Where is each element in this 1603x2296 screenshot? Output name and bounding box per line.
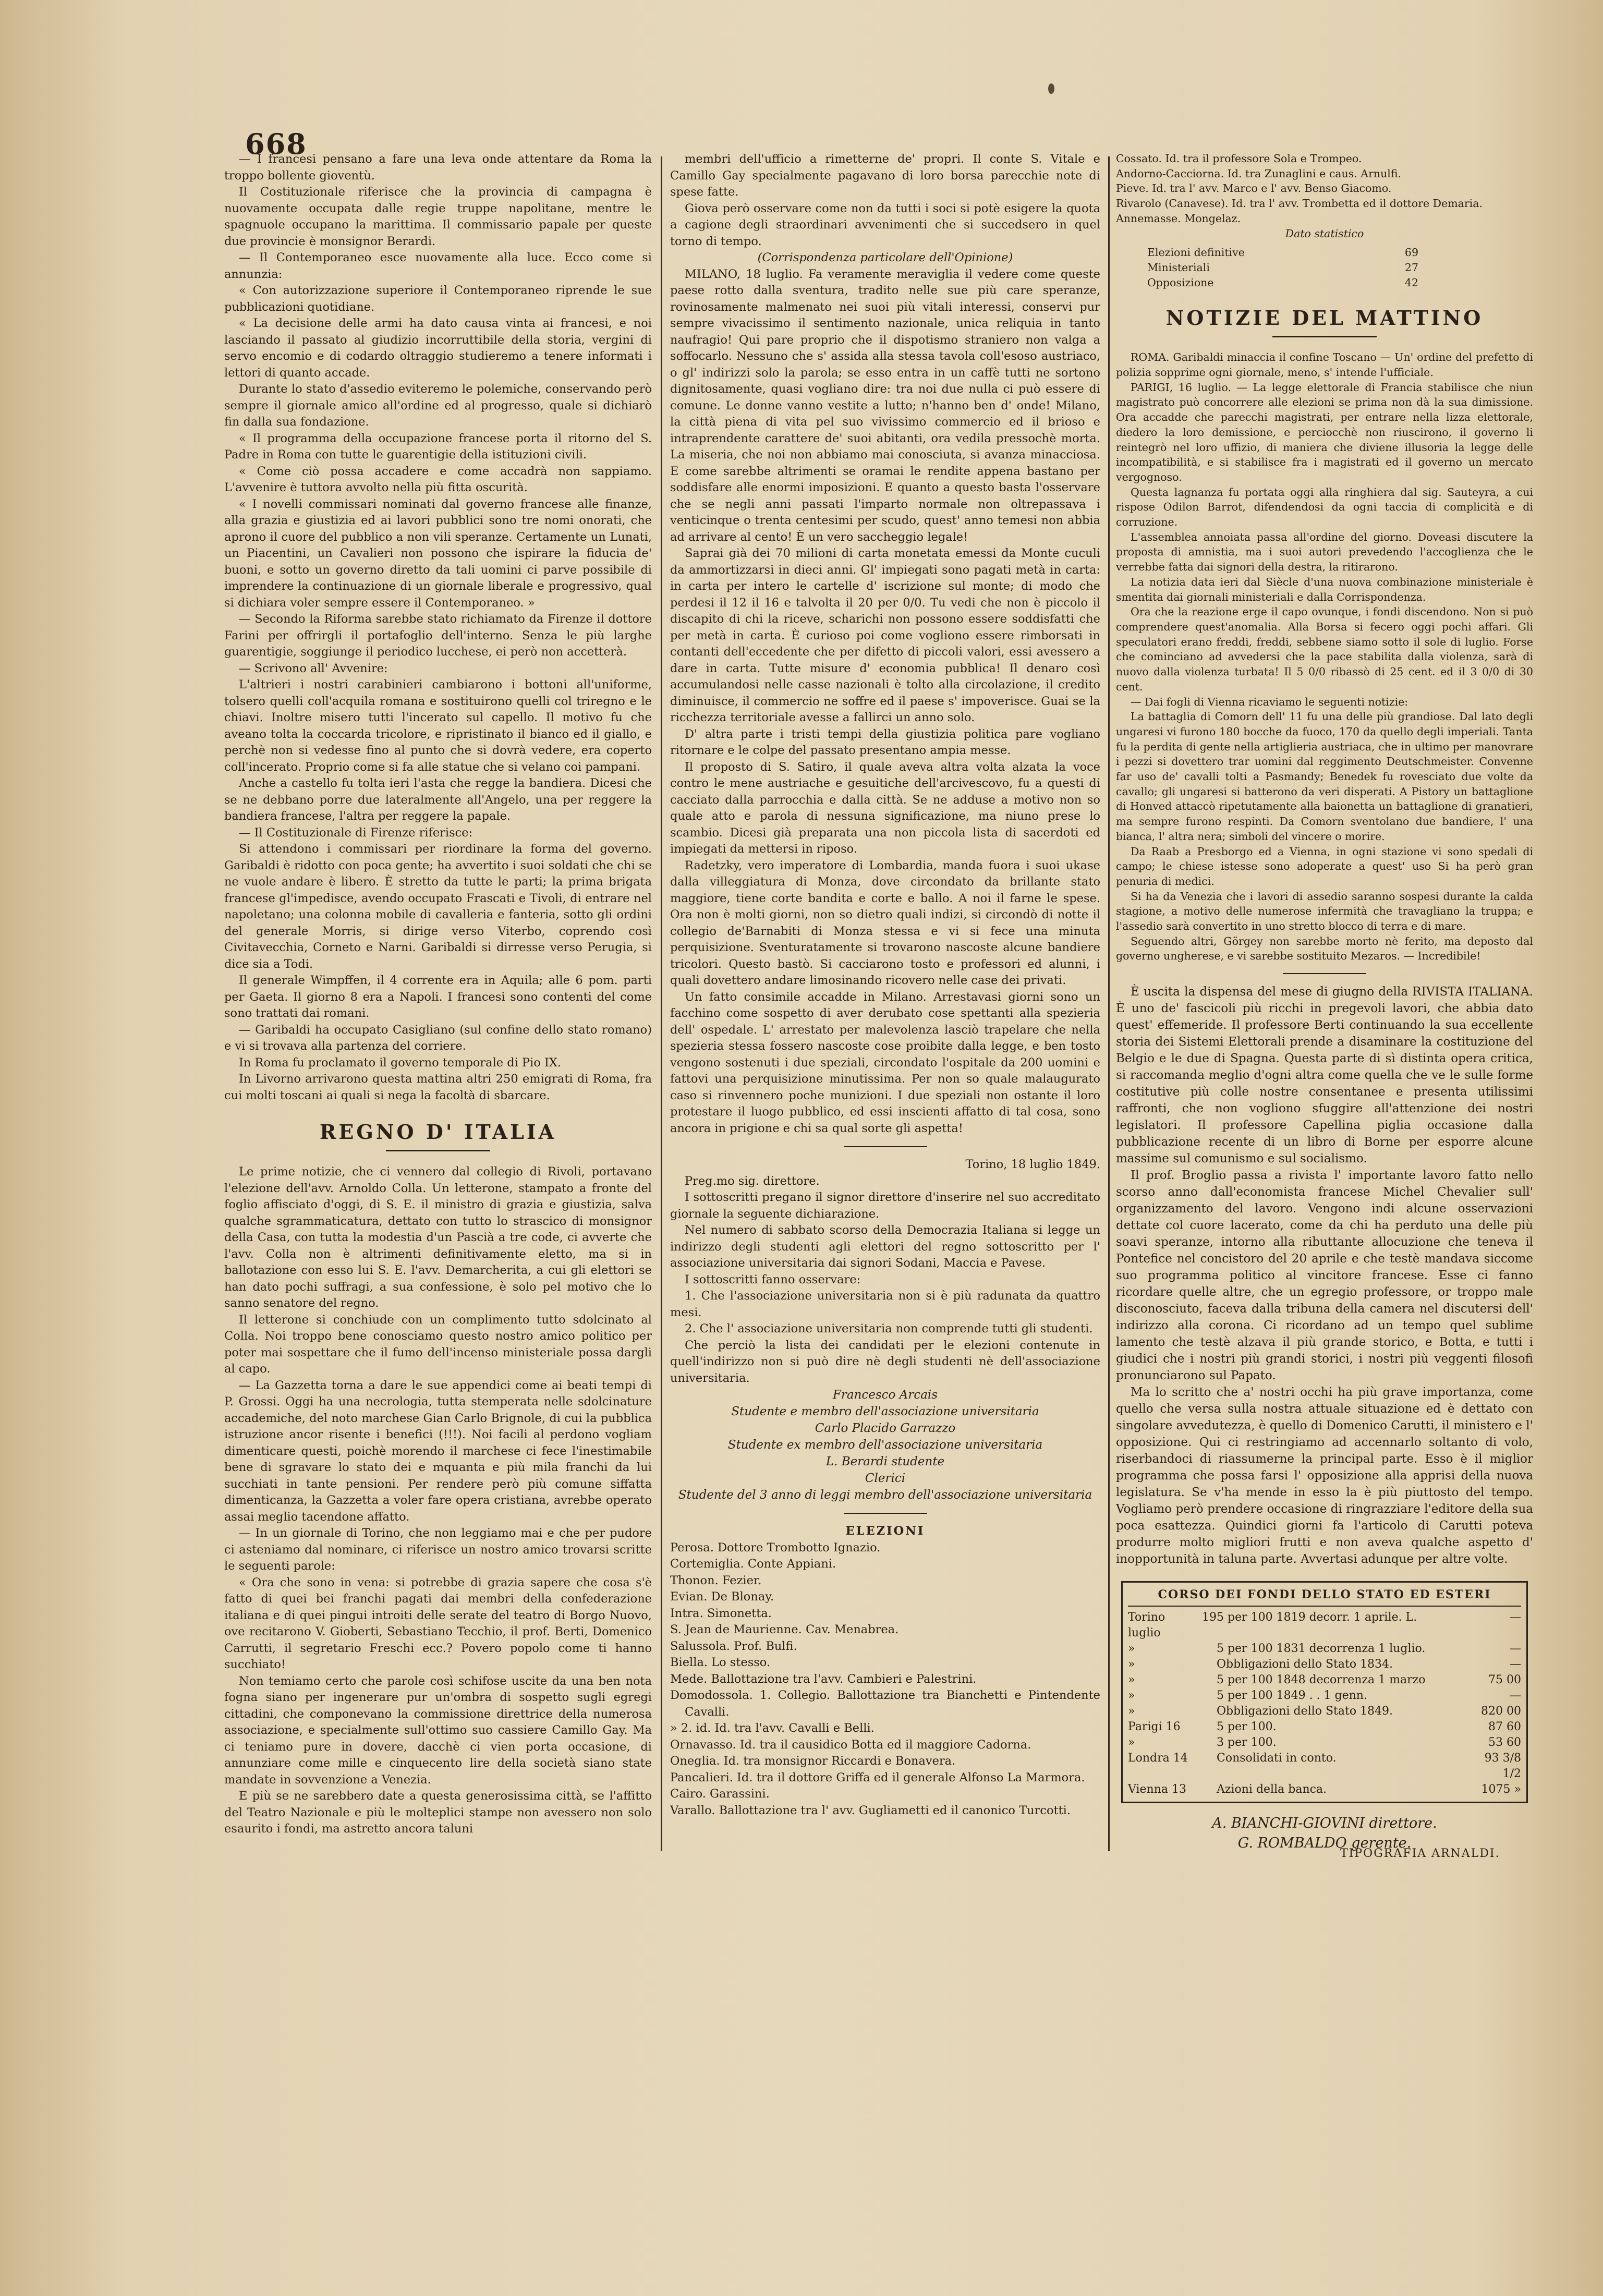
fondi-place: » — [1128, 1736, 1135, 1750]
fondi-row — [1128, 1641, 1521, 1657]
rivista-paragraph: È uscita la dispensa del mese di giugno della RIVISTA ITALIANA. È uno de' fascicoli più ricchi in pregevoli lavori, che abbia dato quest' effemeride. Il professore Berti continuando la sua eccellente storia dei Sistemi Elettorali prende a disaminare la costituzione del Belgio e le due di Spagna. Questa parte di sì distinta opera critica, si raccomanda meglio d'ogni altra come quella che ve le sulle forme costitutive più colle nostre consentanee e presenta utilissimi raffronti, che non vogliono sfuggire all'attenzione dei nostri legislatori. Il professore Capellina piglia occasione dalla pubblicazione recente di un libro di Borne per esporre alcune massime sul comunismo e sul socialismo. — [1116, 985, 1533, 1166]
col1-regno-articles — [224, 1164, 652, 1838]
fondi-desc: Obbligazioni dello Stato 1834. — [1217, 1658, 1393, 1671]
elezioni-list — [670, 1540, 1100, 1819]
col2-milano-letter — [670, 266, 1100, 1137]
signature-line: Francesco Arcais — [832, 1388, 938, 1402]
fondi-desc: Obbligazioni dello Stato 1849. — [1217, 1705, 1393, 1718]
fondi-place: Torino 19 luglio — [1128, 1611, 1217, 1640]
column-rule-1 — [661, 156, 662, 1851]
article-paragraph: Anche a castello fu tolta ieri l'asta che regge la bandiera. Dicesi che se ne debbano porre due lateralmente all'Angelo, una per reggere la bandiera francese, l'altra per reggere la papale. — [224, 776, 652, 823]
fondi-desc: 3 per 100. — [1217, 1736, 1277, 1750]
fondi-row — [1128, 1672, 1521, 1688]
election-entry: Evian. De Blonay. — [670, 1590, 774, 1603]
stat-value: 42 — [1404, 276, 1418, 289]
election-entry: Thonon. Fezier. — [670, 1573, 762, 1587]
letter-paragraph: 1. Che l'associazione universitaria non si è più radunata da quattro mesi. — [670, 1289, 1100, 1319]
article-paragraph: — I francesi pensano a fare una leva onde attentare da Roma la troppo bollente gioventù. — [224, 152, 652, 183]
section-title-text: REGNO D' ITALIA — [319, 1120, 557, 1144]
news-paragraph: PARIGI, 16 luglio. — La legge elettorale di Francia stabilisce che niun magistrato può concorrere alle elezioni se prima non dà la sua dimissione. Ora accadde che parecchi magistrati, per entrare nella lizza elettorale, diedero la loro demissione, e perciocchè non riuscirono, il governo li reintegrò nel loro uffizio, di maniera che diviene illusoria la legge delle incompatibilità, e si stabilisce fra i magistrati ed il governo un mercato vergognoso. — [1116, 381, 1533, 483]
news-paragraph: Questa lagnanza fu portata oggi alla ringhiera dal sig. Sauteyra, a cui rispose Odilon Barrot, difendendosi da ogni taccia di complicità e di corruzione. — [1116, 485, 1533, 529]
article-paragraph: In Livorno arrivarono questa mattina altri 250 emigrati di Roma, fra cui molti toscani ai quali si nega la facoltà di sbarcare. — [224, 1072, 652, 1102]
article-paragraph: « La decisione delle armi ha dato causa vinta ai francesi, e noi lasciando il passato al giudizio incorruttibile della storia, vergini di servo encomio e di codardo oltraggio studieremo a tenere informati i lettori di quanto accade. — [224, 317, 652, 380]
election-entry: Pancalieri. Id. tra il dottore Griffa ed il generale Alfonso La Marmora. — [670, 1770, 1085, 1784]
elezioni-continued — [1116, 151, 1533, 226]
election-entry: Annemasse. Mongelaz. — [1116, 212, 1241, 225]
news-paragraph: ROMA. Garibaldi minaccia il confine Toscano — Un' ordine del prefetto di polizia sopprime ogni giornale, meno, s' intende l'ufficiale. — [1116, 351, 1533, 379]
article-paragraph: « Il programma della occupazione francese porta il ritorno del S. Padre in Roma con tutte le guarentigie della istituzioni civili. — [224, 431, 652, 461]
stat-label: Opposizione — [1147, 276, 1214, 289]
article-paragraph: Durante lo stato d'assedio eviteremo le polemiche, conservando però sempre il giornale amico all'ordine ed al progresso, quale si dichiarò fin dalla sua fondazione. — [224, 382, 652, 429]
stat-row — [1147, 245, 1418, 260]
fondi-val: — — [1510, 1611, 1521, 1624]
article-paragraph: « Ora che sono in vena: si potrebbe di grazia sapere che cosa s'è fatto di quei bei franchi pagati dai membri della confederazione italiana e di quei pingui introiti delle serate del teatro di Borgo Nuovo, ove recitarono V. Gioberti, Sebastiano Tecchio, il prof. Berti, Domenico Carrutti, il segretario Freschi ecc.? Povero popolo come ti hanno succhiato! — [224, 1575, 652, 1671]
article-paragraph: Il proposto di S. Satiro, il quale aveva altra volta alzata la voce contro le mene austriache e gesuitiche dell'arcivescovo, fu a questi di cacciato dalla parrocchia e dalla città. Se ne adduse a motivo non so quale atto e parola di nessuna significazione, ma niuno prese lo scambio. Dicesi già preparata una non piccola lista di sacerdoti ed impiegati da mettersi in riposo. — [670, 760, 1100, 856]
stat-title: Dato statistico — [1285, 227, 1364, 240]
article-paragraph: Le prime notizie, che ci vennero dal collegio di Rivoli, portavano l'elezione dell'avv. Arnoldo Colla. Un letterone, stampato a fronte del foglio affisciato d'oggi, di S. E. il ministro di grazia e giustizia, salva qualche sgrammaticatura, dettato con tutto lo strascico di monsignor della Casa, con tutta la modestia d'un Pascià a tre code, ci avverte che l'avv. Colla non è altrimenti definitivamente eletto, ma si in ballotazione con esso lui S. E. l'avv. Demarcherita, a cui gli elettori se han dato pochi suffragi, a sua confessione, è solo pel motivo che lo sanno senatore del regno. — [224, 1165, 652, 1310]
signature-line: Studente e membro dell'associazione universitaria — [731, 1405, 1039, 1418]
election-entry: Oneglia. Id. tra monsignor Riccardi e Bonavera. — [670, 1754, 956, 1768]
election-entry: Andorno-Cacciorna. Id. tra Zunaglini e caus. Arnulfi. — [1116, 167, 1402, 180]
column-3 — [1116, 151, 1533, 1872]
letter-paragraph: Che perciò la lista dei candidati per le elezioni contenute in quell'indirizzo non si può dire nè degli studenti nè dell'associazione universitaria. — [670, 1338, 1100, 1385]
fondi-title: CORSO DEI FONDI DELLO STATO ED ESTERI — [1128, 1587, 1521, 1607]
signature-line: Studente ex membro dell'associazione universitaria — [727, 1438, 1043, 1452]
election-entry: S. Jean de Maurienne. Cav. Menabrea. — [670, 1623, 899, 1636]
section-rule — [1272, 336, 1377, 337]
fondi-val: 93 3/8 1/2 — [1484, 1752, 1521, 1781]
election-entry: » 2. id. Id. tra l'avv. Cavalli e Belli. — [670, 1721, 875, 1735]
elezioni-title: ELEZIONI — [845, 1524, 925, 1538]
election-entry: Salussola. Prof. Bulfi. — [670, 1639, 797, 1653]
fondi-place: Vienna 13 — [1128, 1783, 1186, 1796]
article-paragraph: — Garibaldi ha occupato Casigliano (sul confine dello stato romano) e vi si trovava alla partenza del corriere. — [224, 1023, 652, 1053]
article-paragraph: membri dell'ufficio a rimetterne de' propri. Il conte S. Vitale e Camillo Gay specialmente pagavano di loro borsa parecchie note di spese fatte. — [670, 152, 1100, 199]
fondi-val: 75 00 — [1488, 1673, 1521, 1687]
fondi-row — [1128, 1719, 1521, 1735]
paper-hole — [1048, 83, 1054, 94]
letter-paragraph: I sottoscritti fanno osservare: — [685, 1272, 861, 1286]
fondi-row — [1128, 1751, 1521, 1782]
fondi-desc: 5 per 100 1849 . . 1 genn. — [1217, 1689, 1367, 1703]
letter-paragraph: Preg.mo sig. direttore. — [685, 1174, 820, 1188]
fondi-val: — — [1510, 1642, 1521, 1656]
col1-articles — [224, 151, 652, 1104]
fondi-rows — [1128, 1610, 1521, 1797]
fondi-row — [1128, 1735, 1521, 1751]
fondi-row — [1128, 1782, 1521, 1797]
article-paragraph: MILANO, 18 luglio. Fa veramente meraviglia il vedere come queste paese rotto dalla sventura, tradito nelle sue più care speranze, rovinosamente malmenato nei suoi più vitali interessi, conservi pur sempre vivacissimo il sentimento nazionale, unica reliquia in tanto naufragio! Qui pare proprio che il dispotismo straniero non valga a soffocarlo. Nessuno che s' assida alla stessa tavola coll'esoso austriaco, o gl' indirizzi solo la parola; se esso entra in un caffè tutti ne sortono dignitosamente, quasi vogliano dire: tra noi due nulla ci può essere di comune. Le donne vanno vestite a lutto; n'hanno ben d' onde! Milano, la città piena di vita pel suo vivissimo commercio ed il brioso e intraprendente carattere de' suoi abitanti, ora vedila pressochè morta. La miseria, che noi non abbiamo mai conosciuta, si avanza minacciosa. E come sarebbe altrimenti se oramai le rendite appena bastano per soddisfare alle enormi imposizioni. E quanto a questo basta l'osservare che se negli anni passati l'imparto normale non oltrepassava i venticinque o trenta centesimi per scudo, quest' anno temesi non abbia ad arrivare al cento! È un vero saccheggio legale! — [670, 267, 1100, 544]
news-paragraph: Seguendo altri, Görgey non sarebbe morto nè ferito, ma deposto dal governo ungherese, e vi sarebbe sostituito Mezaros. — Incredibile! — [1116, 934, 1533, 963]
election-entry: Cortemiglia. Conte Appiani. — [670, 1557, 836, 1571]
election-entry: Cairo. Garassini. — [670, 1787, 770, 1801]
article-paragraph: Si attendono i commissari per riordinare la forma del governo. Garibaldi è ridotto con poca gente; ha avvertito i suoi soldati che chi se ne vuole andare è libero. È stretto da tutte le parti; la prima brigata francese gl'impedisce, avendo occupato Frascati e Tivoli, di entrare nel napoletano; una colonna mobile di cavalleria e fanteria, sotto gli ordini del generale Morris, si dirige verso Viterbo, coprendo così Civitavecchia, Corneto e Narni. Garibaldi si dirresse verso Perugia, si dice sia a Todi. — [224, 842, 652, 971]
election-entry: Intra. Simonetta. — [670, 1606, 772, 1620]
director-line: A. BIANCHI-GIOVINI direttore. — [1212, 1815, 1437, 1832]
article-paragraph: Il letterone si conchiude con un complimento tutto sdolcinato al Colla. Noi troppo bene conosciamo questo nostro amico politico per poter mai sospettare che il fumo dell'incenso ministeriale possa dargli al capo. — [224, 1313, 652, 1376]
article-paragraph: — Il Contemporaneo esce nuovamente alla luce. Ecco come si annunzia: — [224, 251, 652, 281]
article-paragraph: Il Costituzionale riferisce che la provincia di campagna è nuovamente occupata dalle regie truppe napolitane, mentre le spagnuole occupano la marittima. Il commissario papale per queste due provincie è monsignor Berardi. — [224, 185, 652, 248]
fondi-val: 53 60 — [1488, 1736, 1521, 1750]
election-entry: Cossato. Id. tra il professore Sola e Trompeo. — [1116, 152, 1362, 165]
fondi-place: » — [1128, 1705, 1135, 1718]
signature-line: Studente del 3 anno di leggi membro dell'associazione universitaria — [678, 1488, 1092, 1502]
fondi-desc: 5 per 100. — [1217, 1720, 1277, 1734]
article-paragraph: — Secondo la Riforma sarebbe stato richiamato da Firenze il dottore Farini per offrirgli il portafoglio dell'interno. Senza le più larghe guarentigie, soggiunge il periodico lucchese, ei però non accetterà. — [224, 612, 652, 659]
article-paragraph: « Con autorizzazione superiore il Contemporaneo riprende le sue pubblicazioni quotidiane. — [224, 284, 652, 314]
fondi-place: » — [1128, 1658, 1135, 1671]
letter-paragraph: I sottoscritti pregano il signor direttore d'inserire nel suo accreditato giornale la seguente dichiarazione. — [670, 1190, 1100, 1221]
col3-news — [1116, 350, 1533, 964]
news-paragraph: Da Raab a Presborgo ed a Vienna, in ogni stazione vi sono spedali di campo; le chiese istesse sono adoperate a quest' uso Si ha però gran penuria di medici. — [1116, 845, 1533, 888]
section-title-notizie — [1116, 306, 1533, 337]
column-1 — [224, 151, 652, 1872]
fondi-place: Londra 14 — [1128, 1752, 1188, 1765]
fondi-row — [1128, 1704, 1521, 1719]
article-paragraph: Saprai già dei 70 milioni di carta monetata emessi da Monte cuculi da ammortizzarsi in dieci anni. Gl' impiegati sono pagati metà in carta: in carta per intero le cartelle d' iscrizione sul monte; di modo che perdesi il 12 il 16 e talvolta il 20 per 0/0. Tu vedi che non è piccolo il discapito di chi la riceve, scharichi non possono essere soddisfatti che per metà in carta. È curioso poi come vogliono essere rimborsati in contanti dell'eccedente che per difetto di piccoli valori, essi avessero a dare in carta. Tutte misure d' economia pubblica! Il denaro così accumulandosi nelle casse nazionali è tolto alla circolazione, il credito diminuisce, il commercio ne soffre ed il paese s' impoverisce. Guai se la ricchezza territoriale avesse a fallirci un anno solo. — [670, 546, 1100, 724]
article-paragraph: In Roma fu proclamato il governo temporale di Pio IX. — [239, 1055, 562, 1070]
article-paragraph: — Scrivono all' Avvenire: — [239, 661, 388, 675]
fondi-val: — — [1510, 1658, 1521, 1671]
stat-value: 69 — [1404, 246, 1418, 259]
section-rule — [386, 1150, 490, 1151]
stat-label: Ministeriali — [1147, 261, 1210, 274]
article-paragraph: Il generale Wimpffen, il 4 corrente era in Aquila; alle 6 pom. parti per Gaeta. Il giorno 8 era a Napoli. I francesi sono contenti del come sono trattati dai romani. — [224, 974, 652, 1020]
section-title-text: NOTIZIE DEL MATTINO — [1165, 306, 1484, 330]
article-paragraph: D' altra parte i tristi tempi della giustizia politica pare vogliano ritornare e le colpe del passato presentano ampia messe. — [670, 727, 1100, 757]
letter-paragraph: Nel numero di sabbato scorso della Democrazia Italiana si legge un indirizzo degli studenti agli elettori del regno sottoscritto per l' associazione universitaria dai signori Sodani, Maccia e Pavese. — [670, 1223, 1100, 1270]
fondi-table — [1121, 1581, 1528, 1803]
separator — [844, 1513, 927, 1514]
letter-paragraph: 2. Che l' associazione universitaria non comprende tutti gli studenti. — [685, 1322, 1093, 1335]
stat-value: 27 — [1404, 261, 1418, 274]
election-entry: Domodossola. 1. Collegio. Ballottazione tra Bianchetti e Pintendente Cavalli. — [670, 1688, 1100, 1719]
column-2 — [670, 151, 1100, 1872]
article-paragraph: « Come ciò possa accadere e come accadrà non sappiamo. L'avvenire è tuttora avvolto nella più fitta oscurità. — [224, 464, 652, 494]
election-entry: Ornavasso. Id. tra il causidico Botta ed il maggiore Cadorna. — [670, 1738, 1031, 1752]
signatures — [670, 1387, 1100, 1503]
fondi-val: 1075 » — [1481, 1783, 1521, 1796]
fondi-desc: 5 per 100 1819 decorr. 1 aprile. L. — [1217, 1611, 1417, 1624]
typography-credit: TIPOGRAFIA ARNALDI. — [1340, 1847, 1500, 1860]
fondi-desc: 5 per 100 1848 decorrenza 1 marzo — [1217, 1673, 1426, 1687]
election-entry: Perosa. Dottore Trombotto Ignazio. — [670, 1540, 881, 1554]
article-paragraph: — La Gazzetta torna a dare le sue appendici come ai beati tempi di P. Grossi. Oggi ha una necrologia, tutta stemperata nelle sdolcinature accademiche, del noto marchese Gian Carlo Brignole, di cui la pubblica istruzione ancor risente i benefici (!!!). Noi facili al perdono vogliam dimenticare questi, poichè morendo il marchese ci fece l'inestimabile bene di sgravare lo stato dei e mquanta e più mila franchi da lui succhiati in tante pensioni. Per rendere però più comune siffatta dimenticanza, la Gazzetta a voler fare opera cristiana, avrebbe operato assai meglio tacendone affatto. — [224, 1378, 652, 1524]
section-title-regno — [224, 1120, 652, 1151]
article-paragraph: Non temiamo certo che parole così schifose uscite da una ben nota fogna siano per ingenerare pur un'ombra di sospetto sugli egregi cittadini, che componevano la commissione direttrice della numerosa associazione, e specialmente sull'ottimo suo cassiere Camillo Gay. Ma ci teniamo pure in dovere, dacchè ci vien porta occasione, di annunziare come mille e cinquecento lire della società siano state mandate in sovvenzione a Venezia. — [224, 1674, 652, 1787]
election-entry: Rivarolo (Canavese). Id. tra l' avv. Trombetta ed il dottore Demaria. — [1116, 197, 1483, 210]
signature-line: L. Berardi studente — [825, 1455, 945, 1468]
election-entry: Varallo. Ballottazione tra l' avv. Gugliametti ed il canonico Turcotti. — [670, 1803, 1071, 1817]
article-paragraph: — Il Costituzionale di Firenze riferisce: — [239, 825, 473, 840]
election-entry: Mede. Ballottazione tra l'avv. Cambieri e Palestrini. — [670, 1672, 977, 1686]
news-paragraph: Si ha da Venezia che i lavori di assedio saranno sospesi durante la calda stagione, a motivo delle numerose infermità che travagliano la truppa; e l'assedio sarà convertito in uno stretto blocco di terra e di mare. — [1116, 890, 1533, 933]
fondi-place: » — [1128, 1642, 1135, 1656]
stat-label: Elezioni definitive — [1147, 246, 1245, 259]
news-paragraph: Ora che la reazione erge il capo ovunque, i fondi discendono. Non si può comprendere quest'anomalia. Alla Borsa si fecero oggi pochi affari. Gli speculatori erano freddi, freddi, sebbene siamo sotto il sole di luglio. Forse che cominciano ad avvedersi che la pace stabilita dalla violenza, sarà di nuovo dalla violenza turbata! Il 5 0/0 ribassò di 25 cent. ed il 3 0/0 di 30 cent. — [1116, 605, 1533, 693]
stat-row — [1147, 260, 1418, 275]
fondi-row — [1128, 1657, 1521, 1672]
stat-table — [1147, 245, 1533, 290]
rivista-paragraph: Il prof. Broglio passa a rivista l' importante lavoro fatto nello scorso anno dall'economista francese Michel Chevalier sull' organizzamento del lavoro. Vengono indi alcune osservazioni dettate col cuore lacerato, come da chi ha perduto una delle più soavi speranze, intorno alla ributtante allocuzione che teneva il Pontefice nel concistoro del 20 aprile e che testè mandava siccome suo programma politico al vincitore francese. Esse ci fanno ricordare quelle altre, che un egregio professore, or troppo male disconosciuto, faceva dalla tribuna della camera nel discutersi dell' indirizzo alla corona. Ci ricordano ad un tempo quel sublime lamento che testè alzava il più grande storico, e Botta, e tutti i giudici che i nostri più grandi storici, i nostri più veggenti filosofi pronunciarono sul Papato. — [1116, 1169, 1533, 1383]
separator — [1283, 973, 1366, 974]
article-paragraph: Radetzky, vero imperatore di Lombardia, manda fuora i suoi ukase dalla villeggiatura di Monza, dove circondato da brillante stato maggiore, tiene corte bandita e corte e ballo. A noi il farne le spese. Ora non è molti giorni, non so dietro quali indizi, si circondò di notte il collegio de'Barnabiti di Monza stessa e vi si fece una minuta perquisizione. Sventuratamente si trovarono nascoste alcune bandiere tricolori. Questo bastò. Si cacciarono tosto e professori ed alunni, i quali dovettero andare limosinando ricovero nelle case dei privati. — [670, 858, 1100, 987]
election-entry: Pieve. Id. tra l' avv. Marco e l' avv. Benso Giacomo. — [1116, 182, 1392, 195]
page-number: 668 — [245, 127, 307, 161]
fondi-desc: Azioni della banca. — [1217, 1783, 1327, 1796]
news-paragraph: La notizia data ieri dal Siècle d'una nuova combinazione ministeriale è smentita dai giornali ministeriali e dalla Corrispondenza. — [1116, 575, 1533, 603]
article-paragraph: « I novelli commissari nominati dal governo francese alle finanze, alla grazia e giustizia ed ai lavori pubblici sono tre nomi onorati, che aprono il cuore del pubblico a non vili speranze. Certamente un Lunati, un Piacentini, un Cavalieri non possono che ispirare la fiducia de' buoni, e sotto un governo diretto da tali uomini ci parve possibile di imprendere la continuazione di un giornale liberale e progressivo, qual si dichiara voler sempre essere il Contemporaneo. » — [224, 497, 652, 610]
fondi-val: 820 00 — [1481, 1705, 1521, 1718]
correspondence-heading: (Corrispondenza particolare dell'Opinione) — [757, 251, 1013, 264]
fondi-desc: 5 per 100 1831 decorrenza 1 luglio. — [1217, 1642, 1426, 1656]
col2-continued — [670, 151, 1100, 250]
fondi-place: » — [1128, 1673, 1135, 1687]
article-paragraph: — In un giornale di Torino, che non leggiamo mai e che per pudore ci asteniamo dal nominare, ci riferisce un nostro amico trovarsi scritte le seguenti parole: — [224, 1526, 652, 1573]
news-paragraph: — Dai fogli di Vienna ricaviamo le seguenti notizie: — [1131, 695, 1408, 708]
fondi-val: — — [1510, 1689, 1521, 1703]
separator — [844, 1146, 927, 1147]
rivista-notice — [1116, 983, 1533, 1568]
news-paragraph: L'assemblea annoiata passa all'ordine del giorno. Doveasi discutere la proposta di amnistia, ma i suoi autori prevedendo l'accoglienza che le verrebbe fatta dai signori della destra, la ritirarono. — [1116, 530, 1533, 574]
news-paragraph: La battaglia di Comorn dell' 11 fu una delle più grandiose. Dal lato degli ungaresi vi furono 180 bocche da fuoco, 170 da quello degli imperiali. Tanta fu la perdita di gente nella artiglieria austriaca, che in ultimo per manovrare i pezzi si dovettero trar uomini dal reggimento Deutschmeister. Convenne far uso de' cavalli tolti a Pasmandy; Benedek fu rovesciato due volte da cavallo; gli ungaresi si batterono da veri disperati. A Pistory un battaglione di Honved attaccò ripetutamente alla baionetta un battaglione di granatieri, ma sempre furono respinti. Da Comorn sventolano due bandiere, l' una bianca, l' altra nera; simboli del vincere o morire. — [1116, 710, 1533, 843]
column-rule-2 — [1108, 156, 1110, 1851]
stat-row — [1147, 275, 1418, 290]
fondi-row — [1128, 1688, 1521, 1704]
fondi-val: 87 60 — [1488, 1720, 1521, 1734]
article-paragraph: Giova però osservare come non da tutti i soci si potè esigere la quota a cagione degli straordinari avvenimenti che si succedsero in quel torno di tempo. — [670, 201, 1100, 248]
rivista-paragraph: Ma lo scritto che a' nostri occhi ha più grave importanza, come quello che versa sulla nostra attuale situazione ed è dettato con singolare avvedutezza, è quello di Domenico Carutti, il ministero e l' opposizione. Qui ci restringiamo ad accennarlo soltanto di volo, riserbandoci di riassumerne la principal parte. Esso è il miglior programma che possa farsi l' opposizione alla apprisi della nuova legislatura. Se v'ha mende in esso la è più piuttosto del tempo. Vogliamo però prendere occasione di ringrazziare l'editore della sua poca esattezza. Quindici giorni fa l'articolo di Carutti poteva produrre molto migliori frutti e non aveva qualche aspetto d' inopportunità in taluna parte. Avvertasi adunque per altre volte. — [1116, 1386, 1533, 1566]
article-paragraph: E più se ne sarebbero date a questa generosissima città, se l'affitto del Teatro Nazionale e più le molteplici stampe non avessero non solo esaurito i fondi, ma astretto ancora taluni — [224, 1789, 652, 1836]
fondi-place: » — [1128, 1689, 1135, 1703]
election-entry: Biella. Lo stesso. — [670, 1656, 771, 1669]
dateline: Torino, 18 luglio 1849. — [965, 1158, 1100, 1171]
article-paragraph: Un fatto consimile accadde in Milano. Arrestavasi giorni sono un facchino come sospetto di aver derubato cose spettanti alla spezieria dell' ospedale. L' arrestato per malevolenza lasciò trapelare che nella spezieria stessa fossero nascoste cose proibite dalla legge, e ben tosto vengono sostenuti i due speziali, circondato l'ospitale da 200 uomini e fattovi una perquisizione minutissima. Per non so quale malaugurato caso si rinvennero poche munizioni. I due speziali non ostante il loro protestare il luogo pubblico, ed essi inscienti affatto di tal cosa, sono ancora in prigione e chi sa qual sorte gli aspetta! — [670, 990, 1100, 1135]
signature-line: Clerici — [865, 1472, 906, 1485]
fondi-row — [1128, 1610, 1521, 1641]
article-paragraph: L'altrieri i nostri carabinieri cambiarono i bottoni all'uniforme, tolsero quelli coll'acquila romana e sostituirono quelli col triregno e le chiavi. Inoltre misero tutti l'incerato sul capello. Il motivo fu che aveano tolta la coccarda tricolore, e ripristinato il bianco ed il giallo, e perchè non si vedesse fino al punto che si dovrà vedere, era coperto coll'incerato. Proprio come si fa alle statue che si velano coi pampani. — [224, 678, 652, 774]
gerente-line: G. ROMBALDO gerente. — [1237, 1835, 1412, 1852]
col2-student-letter — [670, 1173, 1100, 1387]
fondi-desc: Consolidati in conto. — [1217, 1752, 1337, 1765]
fondi-place: Parigi 16 — [1128, 1720, 1181, 1734]
signature-line: Carlo Placido Garrazzo — [815, 1422, 956, 1435]
